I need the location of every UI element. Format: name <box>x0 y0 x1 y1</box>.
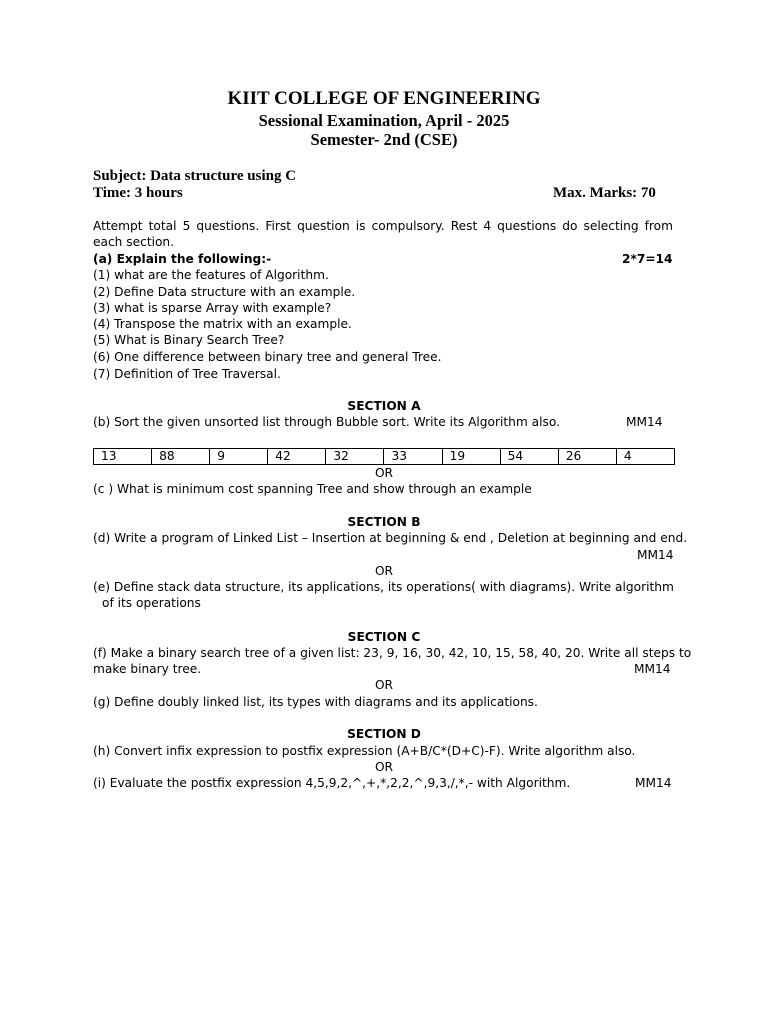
max-marks: Max. Marks: 70 <box>553 185 656 201</box>
question-c: (c ) What is minimum cost spanning Tree and show through an example <box>93 482 532 496</box>
table-cell: 4 <box>616 449 674 465</box>
q1-marks: 2*7=14 <box>622 252 673 266</box>
q1-item: (1) what are the features of Algorithm. <box>93 268 329 282</box>
table-cell: 26 <box>558 449 616 465</box>
section-c-title: SECTION C <box>347 630 421 644</box>
unsorted-list-table <box>93 448 675 465</box>
table-cell: 54 <box>500 449 558 465</box>
time-line: Time: 3 hours <box>93 185 183 201</box>
q1-heading: (a) Explain the following:- <box>93 252 272 266</box>
or-separator: OR <box>374 760 394 774</box>
instructions: Attempt total 5 questions. First question is compulsory. Rest 4 questions do selecting from each section. <box>93 219 673 249</box>
semester-title: Semester- 2nd (CSE) <box>310 130 458 149</box>
q1-item: (6) One difference between binary tree and general Tree. <box>93 350 442 364</box>
table-cell: 33 <box>384 449 442 465</box>
question-h: (h) Convert infix expression to postfix expression (A+B/C*(D+C)-F). Write algorithm also. <box>93 744 636 758</box>
table-cell: 13 <box>94 449 152 465</box>
q1-item: (7) Definition of Tree Traversal. <box>93 367 281 381</box>
q1-item: (3) what is sparse Array with example? <box>93 301 332 315</box>
question-f-line1: (f) Make a binary search tree of a given list: 23, 9, 16, 30, 42, 10, 15, 58, 40, 20. Write all steps to <box>93 646 692 660</box>
question-b: (b) Sort the given unsorted list through Bubble sort. Write its Algorithm also. <box>93 415 560 429</box>
question-i-marks: MM14 <box>635 776 672 790</box>
section-a-title: SECTION A <box>347 399 421 413</box>
question-e-line1: (e) Define stack data structure, its applications, its operations( with diagrams). Write algorithm <box>93 580 674 594</box>
q1-item: (4) Transpose the matrix with an example. <box>93 317 352 331</box>
question-f-line2: make binary tree. <box>93 662 202 676</box>
exam-title: Sessional Examination, April - 2025 <box>258 111 510 130</box>
table-cell: 88 <box>152 449 210 465</box>
question-e-line2: of its operations <box>102 596 201 610</box>
table-cell: 19 <box>442 449 500 465</box>
question-d-marks: MM14 <box>637 548 674 562</box>
question-i: (i) Evaluate the postfix expression 4,5,9,2,^,+,*,2,2,^,9,3,/,*,- with Algorithm. <box>93 776 571 790</box>
question-d: (d) Write a program of Linked List – Insertion at beginning & end , Deletion at beginning and end. <box>93 531 688 545</box>
college-title: KIIT COLLEGE OF ENGINEERING <box>227 88 541 109</box>
subject-line: Subject: Data structure using C <box>93 168 297 184</box>
table-cell: 32 <box>326 449 384 465</box>
or-separator: OR <box>374 564 394 578</box>
table-row <box>94 449 675 465</box>
or-separator: OR <box>374 678 394 692</box>
table-cell: 9 <box>210 449 268 465</box>
question-b-marks: MM14 <box>626 415 663 429</box>
q1-item: (5) What is Binary Search Tree? <box>93 333 285 347</box>
or-separator: OR <box>374 466 394 480</box>
question-g: (g) Define doubly linked list, its types with diagrams and its applications. <box>93 695 538 709</box>
table-cell: 42 <box>268 449 326 465</box>
question-f-marks: MM14 <box>634 662 671 676</box>
q1-item: (2) Define Data structure with an example. <box>93 285 356 299</box>
section-d-title: SECTION D <box>347 727 421 741</box>
section-b-title: SECTION B <box>347 515 421 529</box>
